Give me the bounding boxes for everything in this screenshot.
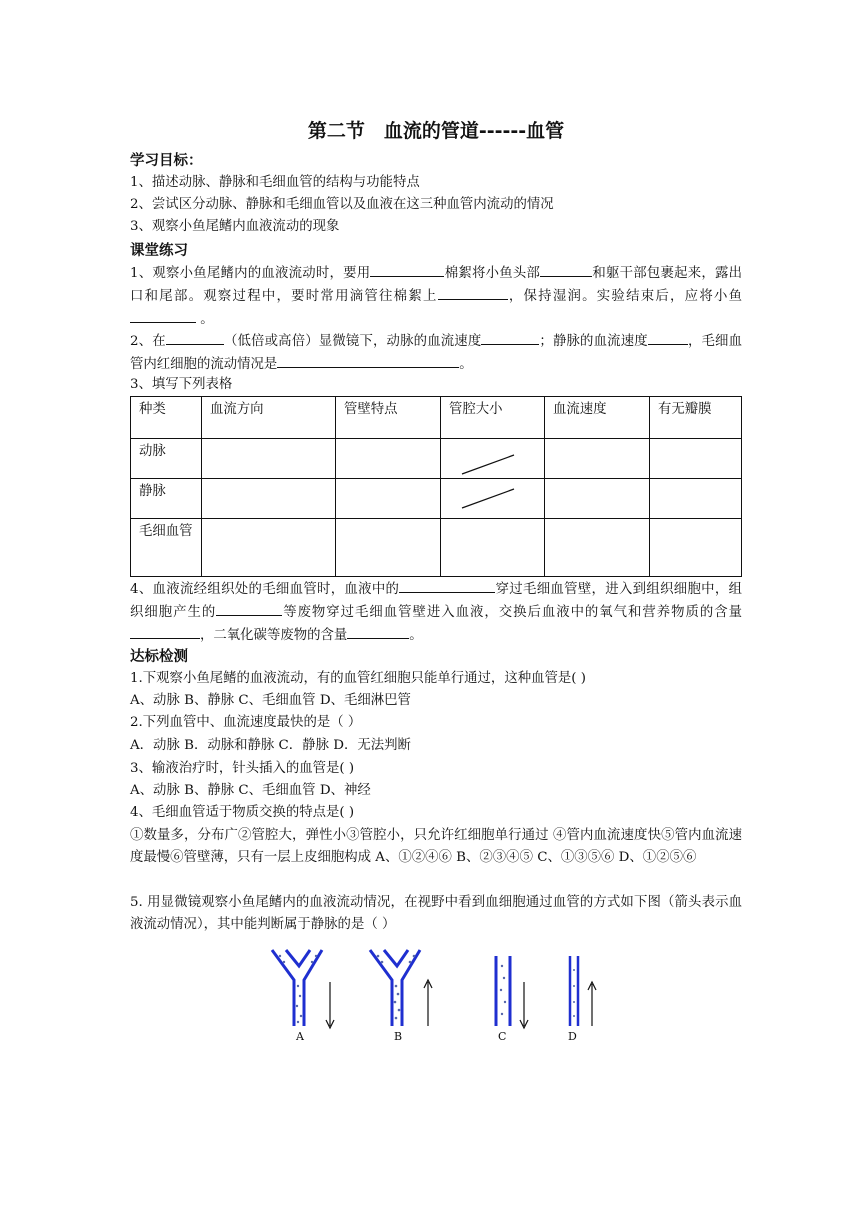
answer-blank[interactable] <box>540 262 592 277</box>
q4-text: ，二氧化碳等废物的含量 <box>200 628 348 643</box>
q4-text: 。 <box>409 628 423 643</box>
practice-question-4 <box>130 578 742 647</box>
practice-question-2 <box>130 330 742 376</box>
answer-blank[interactable] <box>130 308 196 323</box>
diagonal-slash <box>460 486 516 512</box>
figure-label: D <box>568 1030 577 1043</box>
vessel-c-icon <box>496 956 528 1028</box>
figure-label: B <box>394 1030 403 1043</box>
table-cell[interactable] <box>545 479 650 519</box>
goals-heading: 学习目标： <box>130 153 203 169</box>
test-line: A、动脉 B、静脉 C、毛细血管 D、神经 <box>130 783 371 798</box>
vessel-diagram <box>262 946 602 1046</box>
practice-heading: 课堂练习 <box>130 243 188 259</box>
test-q4-options: ①数量多，分布广②管腔大，弹性小③管腔小，只允许红细胞单行通过 ④管内血流速度快⑤管内血流速度最慢⑥管壁薄，只有一层上皮细胞构成 A、①②④⑥ B、②③④⑤ C、①③⑤⑥ D、①②⑤⑥ <box>130 828 742 865</box>
q4-text: 穿过毛细血管壁，进入到组织细胞中，组织细胞产生的 <box>130 582 742 620</box>
test-line: A．动脉 B．动脉和静脉 C．静脉 D．无法判断 <box>130 738 411 753</box>
answer-blank[interactable] <box>130 624 200 639</box>
test-line: 2.下列血管中、血流速度最快的是（ ） <box>130 715 362 730</box>
practice-question-1 <box>130 262 742 331</box>
answer-blank[interactable] <box>370 262 444 277</box>
q1-text: 棉絮将小鱼头部 <box>444 266 541 281</box>
table-header-row <box>131 397 742 439</box>
table-cell[interactable] <box>202 519 336 577</box>
diagonal-slash <box>460 452 516 478</box>
test-line: A、动脉 B、静脉 C、毛细血管 D、毛细淋巴管 <box>130 693 411 708</box>
q1-text: 1、观察小鱼尾鳍内的血液流动时，要用 <box>130 266 371 281</box>
table-row <box>131 439 742 479</box>
q4-text: 4、血液流经组织处的毛细血管时，血液中的 <box>130 582 400 597</box>
test-line: 3、输液治疗时，针头插入的血管是( ) <box>130 761 355 776</box>
q2-text: 。 <box>459 357 473 372</box>
answer-blank[interactable] <box>277 353 459 368</box>
goal-item: 2、尝试区分动脉、静脉和毛细血管以及血液在这三种血管内流动的情况 <box>130 197 554 212</box>
test-heading: 达标检测 <box>130 649 188 665</box>
vessel-d-icon <box>570 956 596 1026</box>
page-title: 第二节 血流的管道------血管 <box>307 120 565 142</box>
table-header-cell: 管腔大小 <box>441 397 545 439</box>
table-cell[interactable] <box>336 479 441 519</box>
q1-text: 和躯干部包裹起来，露出口和尾部。观察过程中，要时常用滴管往棉絮上 <box>130 266 743 304</box>
blood-vessel-figure <box>262 946 602 1046</box>
table-cell[interactable] <box>545 519 650 577</box>
vessel-table <box>130 396 742 577</box>
table-cell[interactable] <box>650 439 742 479</box>
table-cell[interactable] <box>336 519 441 577</box>
answer-blank[interactable] <box>166 330 224 345</box>
figure-label: C <box>498 1030 507 1043</box>
answer-blank[interactable] <box>347 624 409 639</box>
answer-blank[interactable] <box>399 578 495 593</box>
q2-text: （低倍或高倍）显微镜下，动脉的血流速度 <box>223 334 482 349</box>
test-question-5: 5. 用显微镜观察小鱼尾鳍内的血液流动情况，在视野中看到血细胞通过血管的方式如下图（箭头表示血液流动情况），其中能判断属于静脉的是（ ） <box>130 895 742 932</box>
table-cell[interactable] <box>650 519 742 577</box>
q1-text: 。 <box>200 312 214 327</box>
answer-blank[interactable] <box>438 285 508 300</box>
table-row <box>131 479 742 519</box>
table-cell[interactable] <box>336 439 441 479</box>
table-header-cell: 血流速度 <box>545 397 650 439</box>
answer-blank[interactable] <box>481 330 539 345</box>
q2-text: 2、在 <box>130 334 166 349</box>
table-row-label: 静脉 <box>131 479 202 519</box>
table-header-cell: 管壁特点 <box>336 397 441 439</box>
table-header-cell: 有无瓣膜 <box>650 397 742 439</box>
vessel-b-icon <box>370 950 432 1026</box>
table-cell[interactable] <box>650 479 742 519</box>
table-cell[interactable] <box>202 439 336 479</box>
table-cell[interactable] <box>441 519 545 577</box>
table-header-cell: 血流方向 <box>202 397 336 439</box>
q1-text: ，保持湿润。实验结束后，应将小鱼 <box>507 289 743 304</box>
table-header-cell: 种类 <box>131 397 202 439</box>
table-row-label: 动脉 <box>131 439 202 479</box>
q2-text: ；静脉的血流速度 <box>539 334 648 349</box>
table-cell[interactable] <box>545 439 650 479</box>
vessel-a-icon <box>272 950 334 1028</box>
answer-blank[interactable] <box>648 330 688 345</box>
goal-item: 3、观察小鱼尾鳍内血液流动的现象 <box>130 219 340 234</box>
q4-text: 等废物穿过毛细血管壁进入血液，交换后血液中的氧气和营养物质的含量 <box>282 605 743 620</box>
q2-text: ，毛细血管内红细胞的流动情况是 <box>130 334 742 372</box>
practice-question-3: 3、填写下列表格 <box>130 377 233 392</box>
goal-item: 1、描述动脉、静脉和毛细血管的结构与功能特点 <box>130 175 420 190</box>
table-row <box>131 519 742 577</box>
table-row-label: 毛细血管 <box>131 519 202 577</box>
test-line: 4、毛细血管适于物质交换的特点是( ) <box>130 805 355 820</box>
figure-label: A <box>296 1030 304 1043</box>
answer-blank[interactable] <box>216 601 282 616</box>
table-cell[interactable] <box>202 479 336 519</box>
test-line: 1.下观察小鱼尾鳍的血液流动，有的血管红细胞只能单行通过，这种血管是( ) <box>130 671 586 686</box>
